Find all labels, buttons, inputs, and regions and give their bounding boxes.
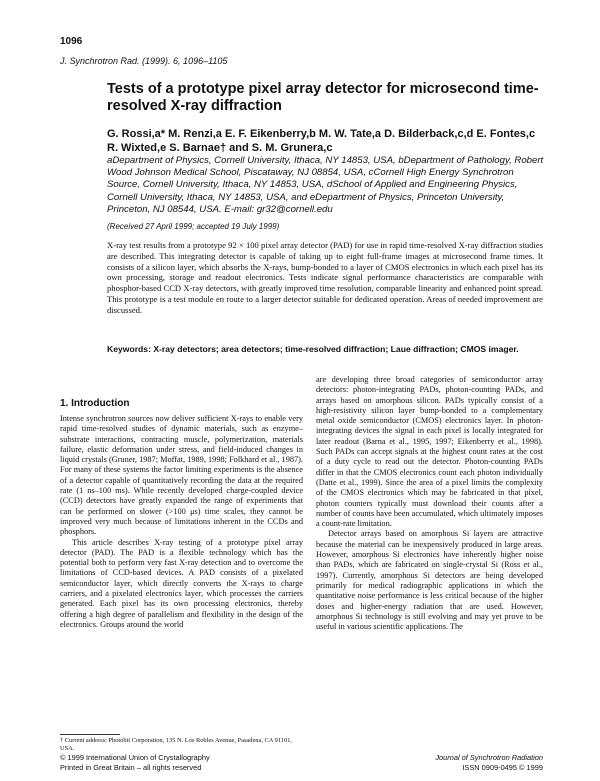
paragraph: are developing three broad categories of semiconductor array detectors: photon-integrating PADs, photon-counting PADs, and arrays based on amorphous silicon. PADs typically consist of a high-resistivity silicon layer bump-bonded to a complementary metal oxide semiconductor (CMOS) electronics layer. In photon-integrating devices the signal in each pixel is locally integrated for later readout (Barna et al., 1995, 1997; Eikenberry et al., 1998). Such PADs can accept signals at the highest count rates at the cost of a duty cycle to read out the detector. Photon-counting PADs differ in that the CMOS electronics count each photon individually (Datte et al., 1999). Since the area of a pixel limits the complexity of the CMOS electronics which may be fabricated in that pixel, photon counters typically must download their counts after a number of counts have been accumulated, which ultimately imposes a count-rate limitation. — [316, 375, 543, 529]
paragraph: Detector arrays based on amorphous Si layers are attractive because the material can be inexpensively produced in large areas. However, amorphous Si electronics have inherently higher noise than PADs, which are fabricated on single-crystal Si (Ross et al., 1997). Currently, amorphous Si detectors are being developed primarily for medical radiographic applications in which the quantitative noise performance is less critical because of the higher doses and higher-energy radiation that are used. However, amorphous Si technology is still evolving and may yet prove to be useful in various scientific applications. The — [316, 529, 543, 632]
affiliations: aDepartment of Physics, Cornell University, Ithaca, NY 14853, USA, bDepartment of Pathology, Robert Wood Johnson Medical School, Piscataway, NJ 08854, USA, cCornell High Energy Synchrotron Source, Cornell University, Ithaca, NY 14853, USA, dSchool of Applied and Engineering Physics, Cornell University, Ithaca, NY 14853, USA, and eDepartment of Physics, Princeton University, Princeton, NJ 08544, USA. E-mail: gr32@cornell.edu — [107, 155, 544, 215]
author-list: G. Rossi,a* M. Renzi,a E. F. Eikenberry,b M. W. Tate,a D. Bilderback,c,d E. Fontes,c R. Wixted,e S. Barnae† and S. M. Grunera,c — [107, 128, 536, 154]
keywords: Keywords: X-ray detectors; area detectors; time-resolved diffraction; Laue diffraction; CMOS imager. — [107, 344, 519, 354]
footer-right — [400, 753, 543, 772]
section-heading: 1. Introduction — [60, 398, 130, 409]
paragraph: This article describes X-ray testing of a prototype pixel array detector (PAD). The PAD is a flexible technology which has the potential both to perform very fast X-ray detection and to overcome the limitations of CCD-based devices. A PAD consists of a pixelated semiconductor layer, which directly converts the X-rays to charge carriers, and a pixelated electronics layer, which processes the carriers generated. Each pixel has its own processing electronics, thereby offering a high degree of parallelism and flexibility in the design of the electronics. Groups around the world — [60, 537, 303, 629]
paragraph: Intense synchrotron sources now deliver sufficient X-rays to enable very rapid time-resolved studies of dynamic materials, such as enzyme–substrate interactions, contracting muscle, polymerization, materials failure, elastic deformation under stress, and field-induced changes in liquid crystals (Gruner, 1987; Moffat, 1989, 1998; Folkhard et al., 1987). For many of these systems the factor limiting experiments is the absence of a detector capable of quantitatively recording the data at the required rate (1 ns–100 ms). While recently developed charge-coupled device (CCD) detectors have greatly expanded the range of experiments that can be performed on slower (>100 μs) time scales, they cannot be improved very much because of limitations inherent in the CCDs and phosphors. — [60, 414, 303, 537]
issn-line: ISSN 0909-0495 © 1999 — [462, 762, 543, 772]
journal-name: Journal of Synchrotron Radiation — [435, 753, 543, 762]
article-title: Tests of a prototype pixel array detector for microsecond time-resolved X-ray diffraction — [107, 81, 539, 114]
body-column-right — [316, 375, 543, 632]
abstract: X-ray test results from a prototype 92 × 100 pixel array detector (PAD) for use in rapid time-resolved X-ray diffraction studies are described. This integrating detector is capable of taking up to eight full-frame images at microsecond frame times. It consists of a silicon layer, which absorbs the X-rays, bump-bonded to a layer of CMOS electronics in which each pixel has its own processing, storage and readout electronics. Tests indicate signal performance characteristics are comparable with phosphor-based CCD X-ray detectors, with greatly improved time resolution, comparable linearity and enhanced point spread. This prototype is a test module en route to a larger detector suitable for dedicated operation. Areas of needed improvement are discussed. — [107, 240, 543, 315]
footnote-divider — [60, 734, 120, 735]
journal-reference: J. Synchrotron Rad. (1999). 6, 1096–1105 — [60, 56, 228, 66]
footer-left — [60, 753, 210, 772]
received-dates: (Received 27 April 1999; accepted 19 July 1999) — [107, 222, 280, 231]
page-number: 1096 — [60, 36, 83, 47]
copyright-line: © 1999 International Union of Crystallography — [60, 753, 210, 762]
printed-line: Printed in Great Britain – all rights reserved — [60, 762, 202, 772]
body-column-left — [60, 414, 303, 630]
footnote: † Current address: Photobit Corporation, 135 N. Los Robles Avenue, Pasadena, CA 91101, USA. — [60, 737, 292, 752]
